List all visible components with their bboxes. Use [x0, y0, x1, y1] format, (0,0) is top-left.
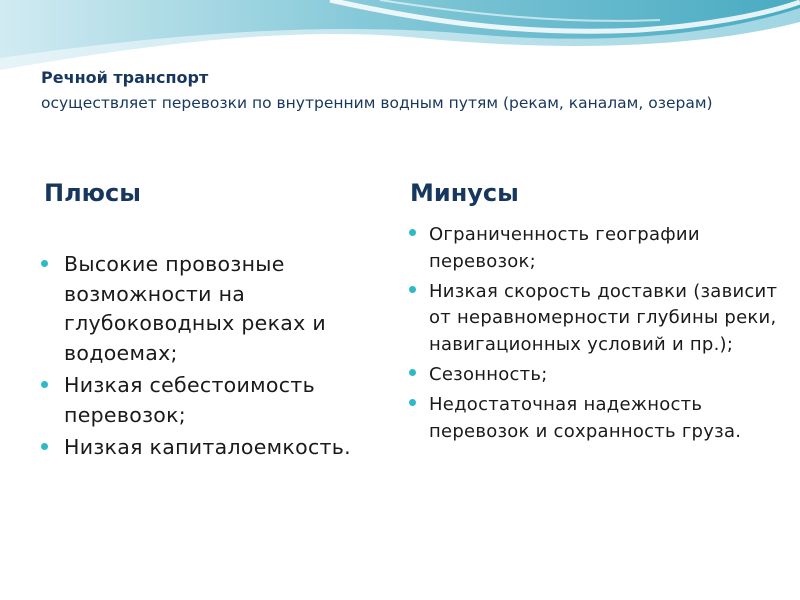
cons-item-text: Ограниченность географии перевозок; — [429, 224, 700, 272]
cons-heading: Минусы — [410, 179, 519, 207]
pros-item-text: Низкая себестоимость перевозок; — [64, 373, 315, 427]
title-block — [41, 66, 761, 116]
cons-item-text: Низкая скорость доставки (зависит от неравномерности глубины реки, навигационных условий и пр.); — [429, 280, 778, 356]
bullet-icon — [409, 286, 416, 293]
cons-list-item — [408, 222, 788, 276]
pros-list — [40, 250, 380, 466]
bullet-icon — [409, 369, 416, 376]
bullet-icon — [41, 260, 48, 267]
pros-item-text: Высокие провозные возможности на глубоководных реках и водоемах; — [64, 252, 326, 365]
cons-list-item — [408, 362, 788, 389]
bullet-icon — [409, 229, 416, 236]
pros-list-item — [40, 371, 380, 430]
bullet-icon — [41, 381, 48, 388]
bullet-icon — [41, 443, 48, 450]
slide-subtitle: осуществляет перевозки по внутренним водным путям (рекам, каналам, озерам) — [41, 94, 713, 112]
cons-item-text: Сезонность; — [429, 363, 548, 385]
cons-list — [408, 222, 788, 448]
cons-list-item — [408, 392, 788, 446]
slide-title: Речной транспорт — [41, 68, 209, 87]
bullet-icon — [409, 399, 416, 406]
cons-list-item — [408, 279, 788, 359]
pros-item-text: Низкая капиталоемкость. — [64, 435, 351, 459]
pros-list-item — [40, 433, 380, 463]
header-wave-decoration — [0, 0, 800, 75]
cons-item-text: Недостаточная надежность перевозок и сохранность груза. — [429, 393, 742, 442]
pros-heading: Плюсы — [44, 179, 141, 207]
pros-list-item — [40, 250, 380, 368]
